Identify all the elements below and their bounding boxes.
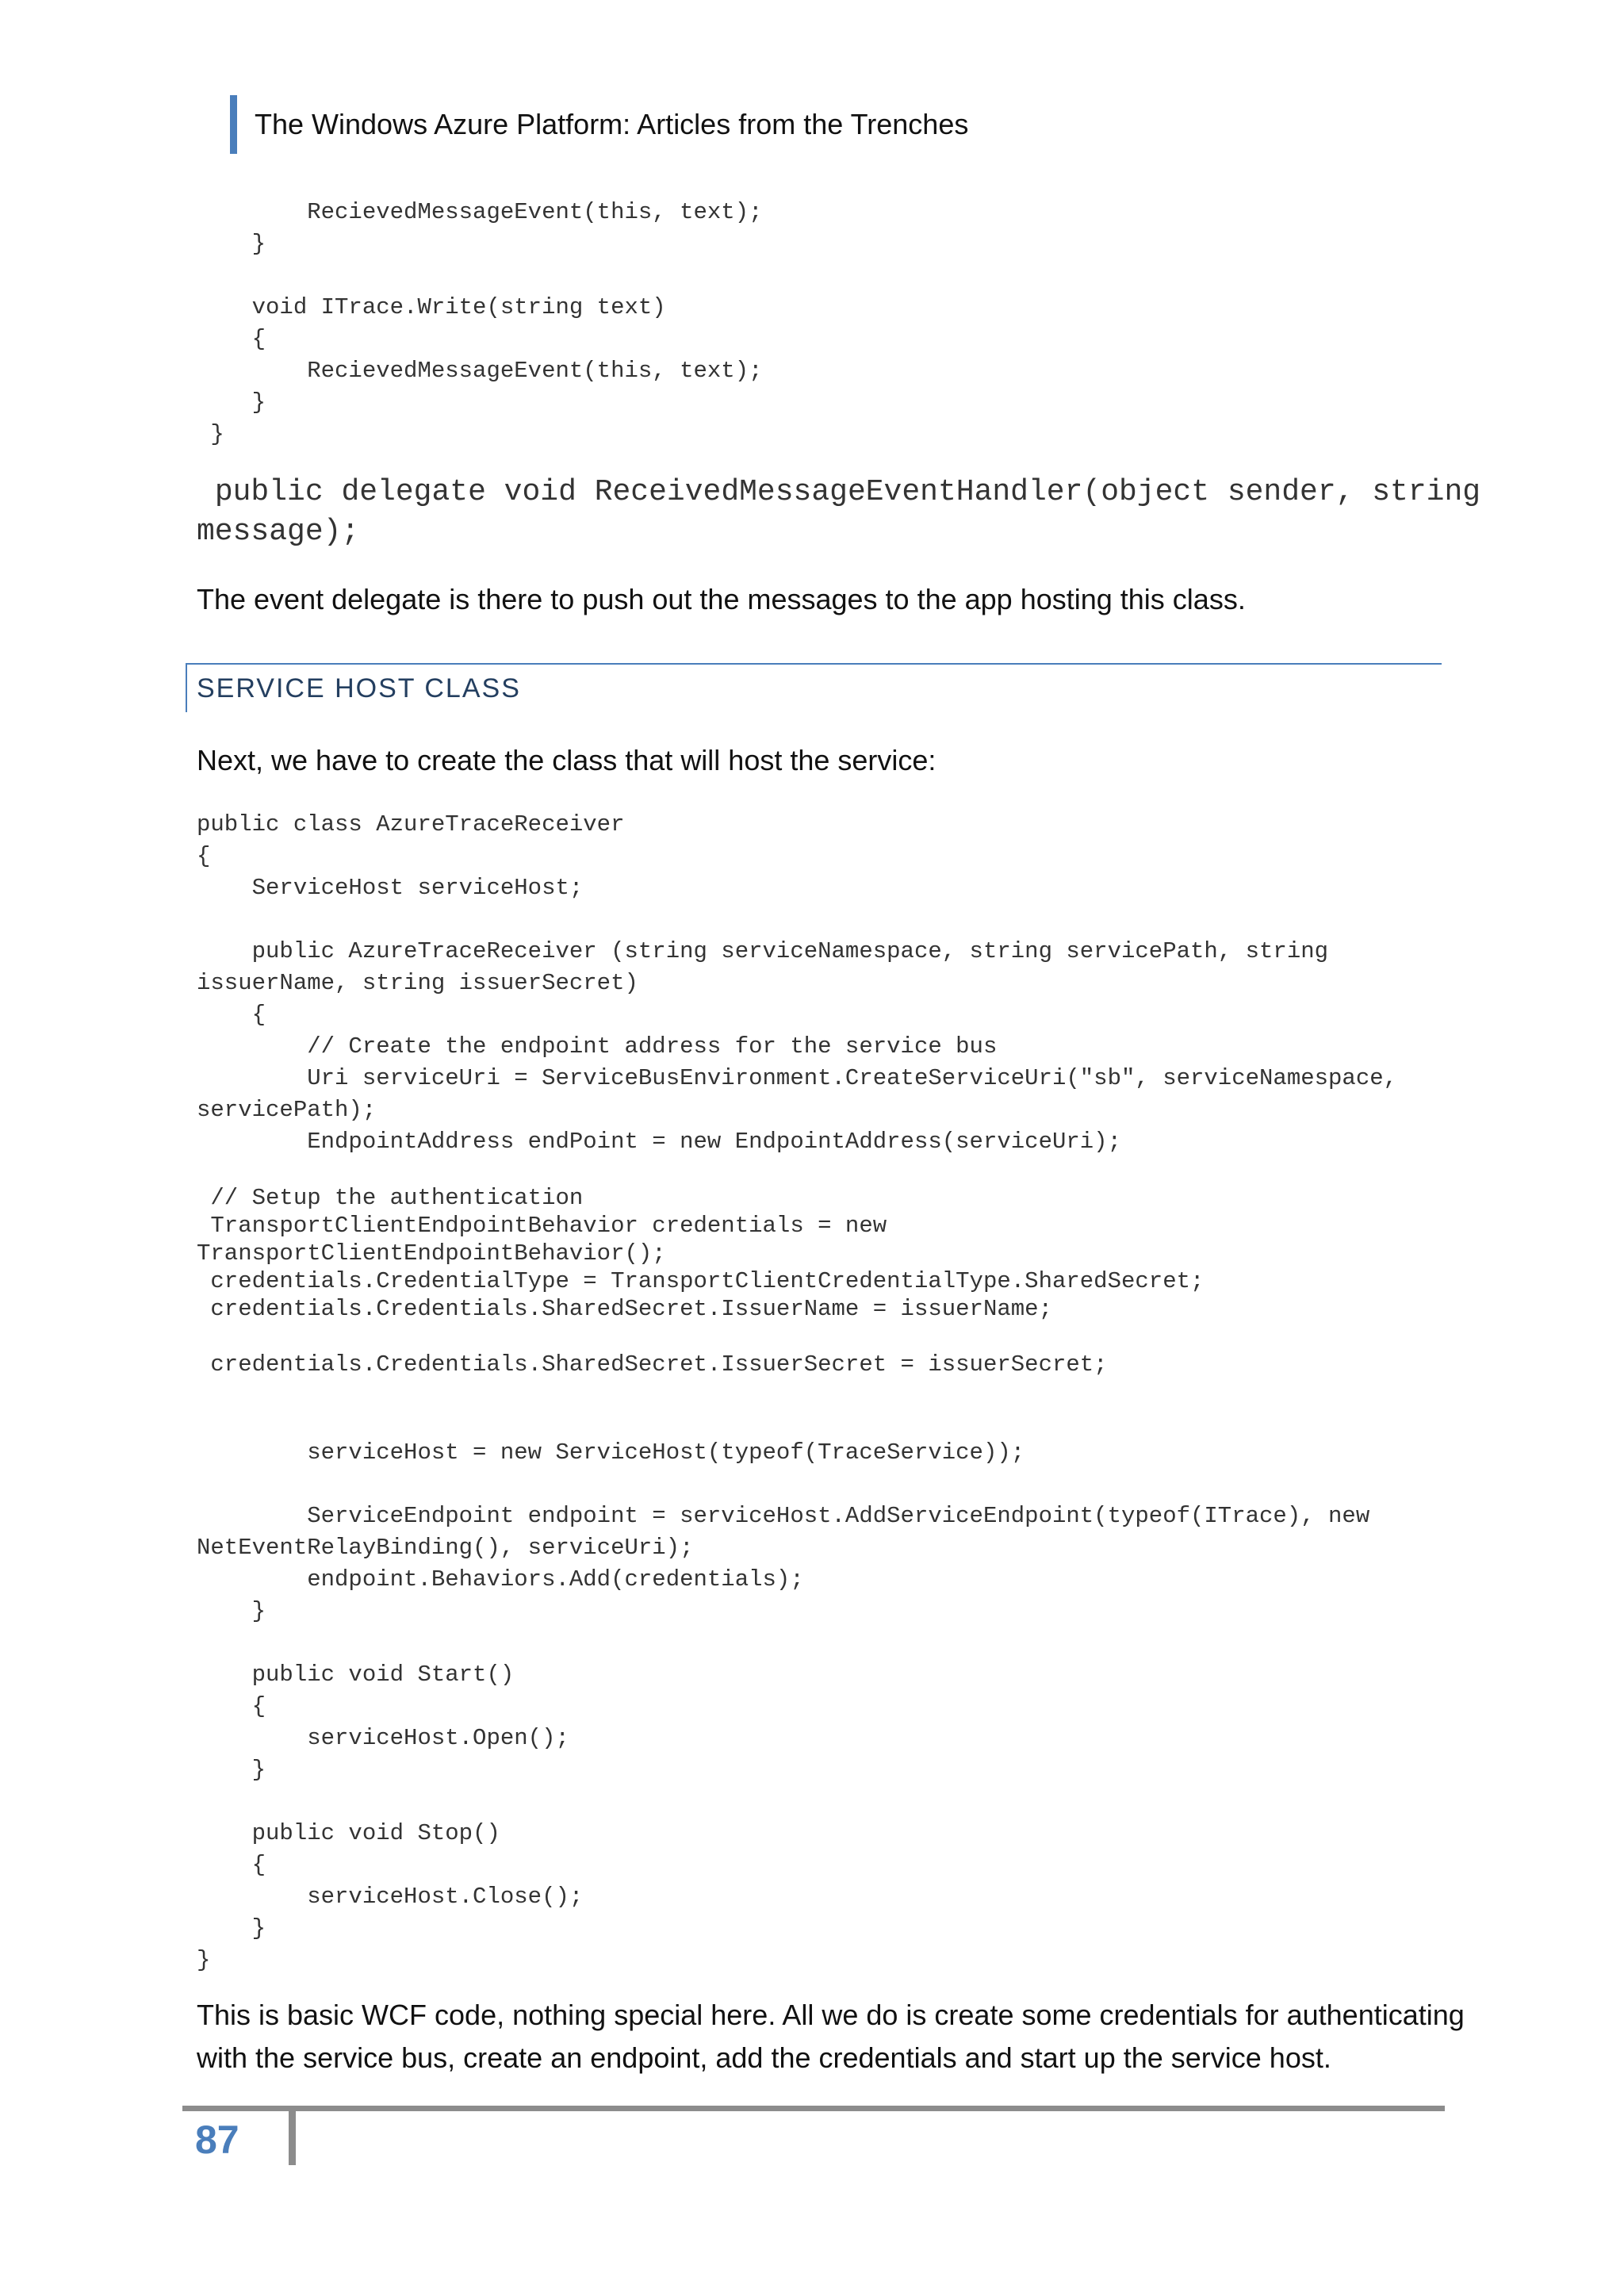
running-header-title: The Windows Azure Platform: Articles from the Trenches <box>255 108 969 140</box>
paragraph-wcf-summary: This is basic WCF code, nothing special here. All we do is create some credentials for authenticating with the service bus, create an endpoint, add the credentials and start up the service host. <box>197 1999 1465 2074</box>
code-delegate-declaration: public delegate void ReceivedMessageEventHandler(object sender, string message); <box>197 475 1499 549</box>
footer-divider <box>289 2111 296 2165</box>
paragraph-service-host-intro: Next, we have to create the class that will host the service: <box>197 744 936 776</box>
code-block-trace-methods: RecievedMessageEvent(this, text); } void ITrace.Write(string text) { RecievedMessageEvent(this, text); } } <box>210 199 763 447</box>
section-heading <box>186 663 1442 712</box>
page-number: 87 <box>195 2118 239 2162</box>
paragraph-event-delegate: The event delegate is there to push out the messages to the app hosting this class. <box>197 583 1246 615</box>
running-header <box>230 95 968 154</box>
footer-rule <box>182 2106 1445 2111</box>
code-block-class-definition: public class AzureTraceReceiver { ServiceHost serviceHost; public AzureTraceReceiver (string serviceNamespace, string servicePath, string issuerName, string issuerSecret) { // Create the endpoint address for the service bus Uri serviceUri = ServiceBusEnvironment.CreateServiceUri("sb", serviceNamespace, servicePath); EndpointAddress endPoint = new EndpointAddress(serviceUri); <box>197 811 1398 1155</box>
code-block-authentication: // Setup the authentication TransportClientEndpointBehavior credentials = new TransportClientEndpointBehavior(); credentials.CredentialType = TransportClientCredentialType.SharedSecret; credentials.Credentials.SharedSecret.IssuerName = issuerName; credentials.Credentials.SharedSecret.IssuerSecret = issuerSecret; <box>197 1185 1205 1378</box>
code-block-service-host: serviceHost = new ServiceHost(typeof(TraceService)); ServiceEndpoint endpoint = serviceHost.AddServiceEndpoint(typeof(ITrace), new NetEventRelayBinding(), serviceUri); endpoint.Behaviors.Add(credentials); } public void Start() { serviceHost.Open(); } public void Stop() { serviceHost.Close(); } } <box>197 1439 1370 1973</box>
section-heading-title: SERVICE HOST CLASS <box>197 673 521 703</box>
